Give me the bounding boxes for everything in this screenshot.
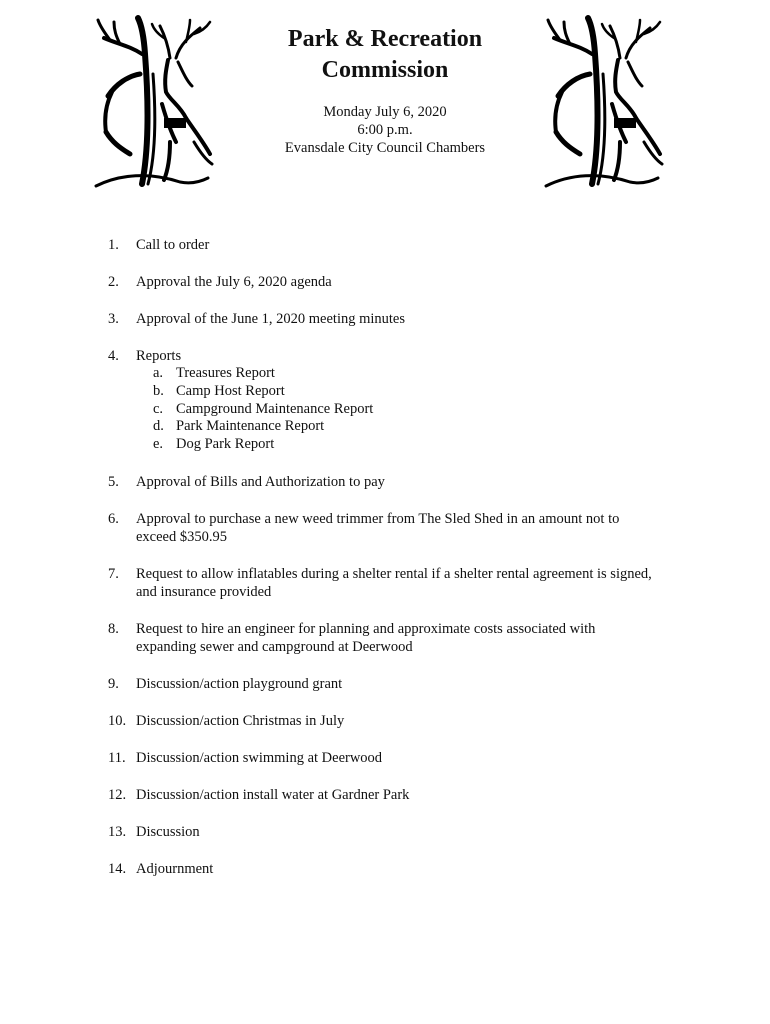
agenda-item-number: 2. — [108, 274, 119, 290]
agenda-item-number: 9. — [108, 675, 119, 692]
agenda-item — [108, 310, 688, 328]
sub-item — [153, 401, 688, 419]
agenda-item-text-line-1: Request to hire an engineer for planning and approximate costs associated with — [136, 620, 596, 637]
agenda-item-text: Adjournment — [136, 860, 214, 877]
agenda-item-number: 11. — [108, 749, 126, 766]
agenda-item-text-line-2: and insurance provided — [136, 583, 272, 600]
agenda-item-text: Reports — [136, 348, 182, 364]
meeting-time: 6:00 p.m. — [357, 122, 413, 138]
agenda-item-number: 14. — [108, 860, 127, 877]
sub-item-text: Campground Maintenance Report — [176, 400, 374, 417]
sub-item-text: Camp Host Report — [176, 382, 285, 399]
agenda-item-text: Discussion — [136, 823, 200, 840]
agenda-item-number: 4. — [108, 348, 119, 364]
agenda-item-text: Discussion/action Christmas in July — [136, 712, 345, 729]
agenda-item — [108, 860, 688, 878]
meeting-info — [0, 103, 770, 157]
agenda-item-number: 12. — [108, 786, 127, 803]
agenda-item-text-line-2: expanding sewer and campground at Deerwood — [136, 638, 413, 655]
agenda-item-text — [136, 565, 688, 601]
agenda-item-text: Call to order — [136, 237, 210, 253]
agenda-item-reports — [108, 347, 688, 454]
agenda-item-text — [136, 510, 688, 546]
sub-item — [153, 365, 688, 383]
agenda-item-number: 10. — [108, 712, 127, 729]
sub-item-text: Treasures Report — [176, 365, 275, 381]
agenda-item-number: 8. — [108, 620, 119, 637]
agenda-item-text: Approval of the June 1, 2020 meeting minutes — [136, 311, 406, 327]
agenda-item — [108, 236, 688, 254]
document-header — [0, 24, 770, 157]
sub-item-letter: c. — [153, 400, 164, 417]
agenda-item-text: Discussion/action swimming at Deerwood — [136, 749, 383, 766]
agenda-list — [108, 236, 688, 878]
title-line-2: Commission — [321, 57, 449, 83]
sub-item-text: Park Maintenance Report — [176, 418, 325, 435]
agenda-item-number: 6. — [108, 510, 119, 527]
sub-item-letter: e. — [153, 436, 164, 453]
agenda-item-number: 7. — [108, 565, 119, 582]
agenda-item — [108, 565, 688, 601]
sub-item-letter: a. — [153, 365, 164, 381]
meeting-location: Evansdale City Council Chambers — [284, 140, 486, 156]
agenda-item — [108, 473, 688, 491]
reports-sublist — [153, 365, 688, 454]
agenda-item — [108, 510, 688, 546]
agenda-item-text: Discussion/action install water at Gardner Park — [136, 786, 410, 803]
agenda-item-text: Discussion/action playground grant — [136, 675, 343, 692]
agenda-item-text: Approval of Bills and Authorization to pay — [136, 473, 385, 490]
sub-item — [153, 383, 688, 401]
agenda-item-text-line-1: Approval to purchase a new weed trimmer from The Sled Shed in an amount not to — [136, 510, 620, 527]
agenda-item-number: 13. — [108, 823, 127, 840]
agenda-item — [108, 786, 688, 804]
sub-item-letter: d. — [153, 418, 164, 435]
meeting-date: Monday July 6, 2020 — [323, 104, 447, 120]
agenda-item — [108, 749, 688, 767]
sub-item-letter: b. — [153, 382, 164, 399]
agenda-item-text-line-2: exceed $350.95 — [136, 528, 227, 545]
sub-item-text: Dog Park Report — [176, 436, 275, 453]
agenda-item — [108, 347, 688, 365]
agenda-item — [108, 823, 688, 841]
sub-item — [153, 436, 688, 454]
page-title — [0, 24, 770, 86]
title-line-1: Park & Recreation — [287, 26, 483, 52]
agenda-item-text-line-1: Request to allow inflatables during a shelter rental if a shelter rental agreement is signed, — [136, 565, 652, 582]
agenda-item — [108, 712, 688, 730]
agenda-item — [108, 273, 688, 291]
agenda-item-text — [136, 620, 688, 656]
agenda-item-text: Approval the July 6, 2020 agenda — [136, 274, 332, 290]
sub-item — [153, 418, 688, 436]
agenda-item — [108, 675, 688, 693]
agenda-item-number: 1. — [108, 237, 119, 253]
agenda-item-number: 5. — [108, 473, 119, 490]
agenda-item-number: 3. — [108, 311, 119, 327]
agenda-item — [108, 620, 688, 656]
